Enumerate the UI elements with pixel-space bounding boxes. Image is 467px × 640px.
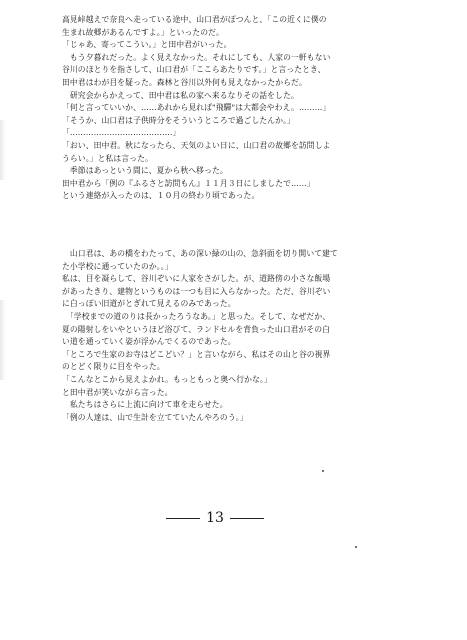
text-line: 季節はあっという間に、夏から秋へ移った。 [62, 166, 228, 176]
page-footer [160, 508, 270, 528]
text-line: もう夕暮れだった。よく見えなかった。それにしても、人家の一軒もない [62, 52, 331, 62]
text-line: と田中君が笑いながら言った。 [62, 387, 173, 397]
text-line: 「…………………………………」 [62, 128, 181, 138]
text-line: 「ところで生家のお寺はどこどい？」と言いながら、私はその山と谷の視界 [62, 349, 331, 359]
text-line: 「何と言っていいか、……あれから見れば"飛驒"は大都会やわえ。………」 [62, 103, 331, 113]
text-line: 「そうか、山口君は子供時分をそういうところで過ごしたんか。」 [62, 115, 295, 125]
text-line: 「例の人達は、山で生計を立てていたんやろのう。」 [62, 412, 248, 422]
text-line: があったきり、建物というものは一つも目に入らなかった。ただ、谷川ぞい [62, 286, 331, 296]
text-line: た小学校に通っていたのか。。」 [62, 261, 173, 271]
text-line: い道を通っていく姿が浮かんでくるのであった。 [62, 337, 236, 347]
text-line: 谷川のほとりを指さして、山口君が「ここらあたりです。」と言ったとき、 [62, 65, 326, 75]
text-line: 山口君は、あの橋をわたって、あの深い緑の山の、急斜面を切り開いて建て [62, 249, 338, 258]
text-line: 高見峠越えで奈良へ走っている途中、山口君がぽつんと、「この近くに僕の [62, 15, 327, 24]
text-line: 私は、目を凝らして、谷川ぞいに人家をさがした。が、道路傍の小さな飯場 [62, 274, 331, 284]
scan-shadow [0, 120, 6, 180]
text-line: 研究会からかえって、田中君は私の家へ来るなりその話をした。 [62, 90, 299, 100]
page-number: 13 [206, 510, 224, 526]
text-line: 夏の陽射しをいやというほど浴びて、ランドセルを背負った山口君がその白 [62, 324, 331, 334]
text-line: のとどく限りに目をやった。 [62, 362, 165, 372]
scan-speck [322, 470, 324, 472]
text-line: 「じゃあ、寄ってこうい。」と田中君がいった。 [62, 40, 232, 50]
text-line: 「おい、田中君。秋になったら、天気のよい日に、山口君の故郷を訪問しよ [62, 140, 331, 150]
text-line: うらい。」と私は言った。 [62, 153, 153, 163]
text-line: 田中君から「例の『ふるさと訪問もん』１１月３日にしましたで……」 [62, 178, 315, 188]
text-line: 生まれ故郷があるんですよ。」といったのだ。 [62, 27, 224, 37]
text-block-top [62, 14, 397, 203]
text-line: 「学校までの道のりは長かったろうなあ。」と思った。そして、なぜだか、 [62, 311, 331, 321]
page-number-left-rule [166, 518, 200, 519]
text-line: 私たちはさらに上流に向けて車を走らせた。 [62, 400, 228, 410]
text-line: 田中君はわが目を疑った。森林と谷川以外何も見えなかったからだ。 [62, 77, 307, 87]
text-line: に白っぽい旧道がとぎれて見えるのみであった。 [62, 299, 236, 309]
text-line: 「こんなとこから見えよかれ。もっともっと奥へ行かな。」 [62, 374, 272, 384]
text-line: という連絡が入ったのは、１０月の終わり頃であった。 [62, 191, 260, 201]
scan-shadow [0, 300, 6, 380]
text-block-bottom [62, 248, 397, 424]
page-number-right-rule [230, 518, 264, 519]
scan-speck [355, 546, 357, 548]
